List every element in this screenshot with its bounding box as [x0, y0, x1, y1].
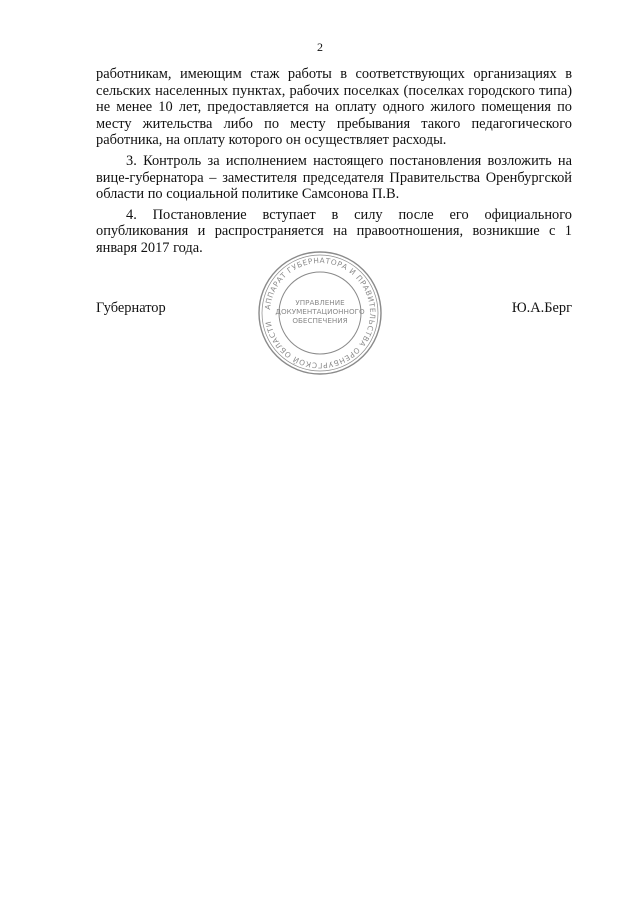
seal-center-line-3: ОБЕСПЕЧЕНИЯ: [292, 316, 348, 325]
official-seal: [256, 249, 384, 377]
signatory-position: Губернатор: [96, 300, 166, 316]
paragraph-continuation: работникам, имеющим стаж работы в соответствующих организациях в сельских населенных пунктах, рабочих поселках (поселках городского типа) не менее 10 лет, предоставляется на оплату одного жилого помещения по месту жительства либо по месту пребывания такого педагогического работника, на оплату которого он осуществляет расходы.: [96, 66, 572, 149]
seal-graphic: [256, 249, 384, 377]
seal-center-line-1: УПРАВЛЕНИЕ: [295, 298, 345, 307]
seal-center-line-2: ДОКУМЕНТАЦИОННОГО: [275, 307, 365, 316]
seal-ring-text: АППАРАТ ГУБЕРНАТОРА И ПРАВИТЕЛЬСТВА ОРЕНБУРГСКОЙ ОБЛАСТИ: [263, 255, 378, 371]
document-body: [96, 66, 572, 261]
paragraph-4: 4. Постановление вступает в силу после его официального опубликования и распространяется на правоотношения, возникшие с 1 января 2017 года.: [96, 206, 572, 256]
page-number: 2: [317, 40, 323, 54]
paragraph-3: 3. Контроль за исполнением настоящего постановления возложить на вице-губернатора – заместителя председателя Правительства Оренбургской области по социальной политике Самсонова П.В.: [96, 152, 572, 203]
signatory-name: Ю.А.Берг: [511, 300, 572, 316]
